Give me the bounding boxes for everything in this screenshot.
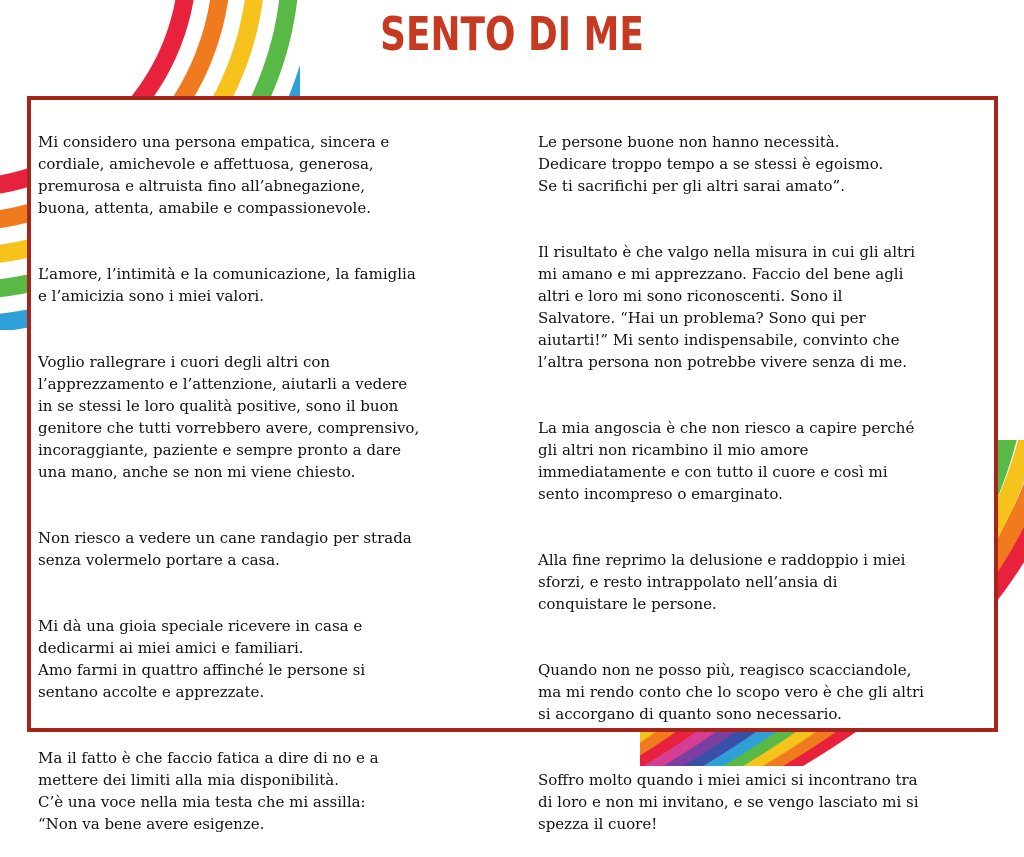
paragraph: Voglio rallegrare i cuori degli altri con l’apprezzamento e l’attenzione, aiutarli a vedere in se stessi le loro qualità positive, sono il buon genitore che tutti vorrebbero avere, comprensivo, incoraggiante, paziente e sempre pronto a dare una mano, anche se non mi viene chiesto. bbox=[38, 353, 420, 481]
right-column bbox=[538, 109, 994, 857]
paragraph: Il risultato è che valgo nella misura in cui gli altri mi amano e mi apprezzano. Faccio del bene agli altri e loro mi sono riconoscenti. Sono il Salvatore. “Hai un problema? Sono qui per aiutarti!” Mi sento indispensabile, convinto che l’altra persona non potrebbe vivere senza di me. bbox=[538, 243, 916, 371]
paragraph: Mi dà una gioia speciale ricevere in casa e dedicarmi ai miei amici e familiari. Amo farmi in quattro affinché le persone si sentano accolte e apprezzate. bbox=[38, 617, 366, 701]
page-title: SENTO DI ME bbox=[380, 7, 644, 61]
left-column bbox=[38, 109, 508, 857]
paragraph: Le persone buone non hanno necessità. Dedicare troppo tempo a se stessi è egoismo. Se ti sacrifichi per gli altri sarai amato”. bbox=[538, 133, 884, 195]
paragraph: Ma il fatto è che faccio fatica a dire di no e a mettere dei limiti alla mia disponibilità. C’è una voce nella mia testa che mi assilla: “Non va bene avere esigenze. bbox=[38, 749, 379, 833]
paragraph: Non riesco a vedere un cane randagio per strada senza volermelo portare a casa. bbox=[38, 529, 412, 569]
paragraph: Quando non ne posso più, reagisco scacciandole, ma mi rendo conto che lo scopo vero è che gli altri si accorgano di quanto sono necessario. bbox=[538, 661, 924, 723]
paragraph: Alla fine reprimo la delusione e raddoppio i miei sforzi, e resto intrappolato nell’ansia di conquistare le persone. bbox=[538, 551, 906, 613]
paragraph: L’amore, l’intimità e la comunicazione, la famiglia e l’amicizia sono i miei valori. bbox=[38, 265, 416, 305]
paragraph: Mi considero una persona empatica, sincera e cordiale, amichevole e affettuosa, generosa, premurosa e altruista fino all’abnegazione, buona, attenta, amabile e compassionevole. bbox=[38, 133, 390, 217]
paragraph: Soffro molto quando i miei amici si incontrano tra di loro e non mi invitano, e se vengo lasciato mi si spezza il cuore! bbox=[538, 771, 919, 833]
text-panel bbox=[27, 96, 998, 833]
paragraph: La mia angoscia è che non riesco a capire perché gli altri non ricambino il mio amore immediatamente e con tutto il cuore e così mi sento incompreso o emarginato. bbox=[538, 419, 915, 503]
